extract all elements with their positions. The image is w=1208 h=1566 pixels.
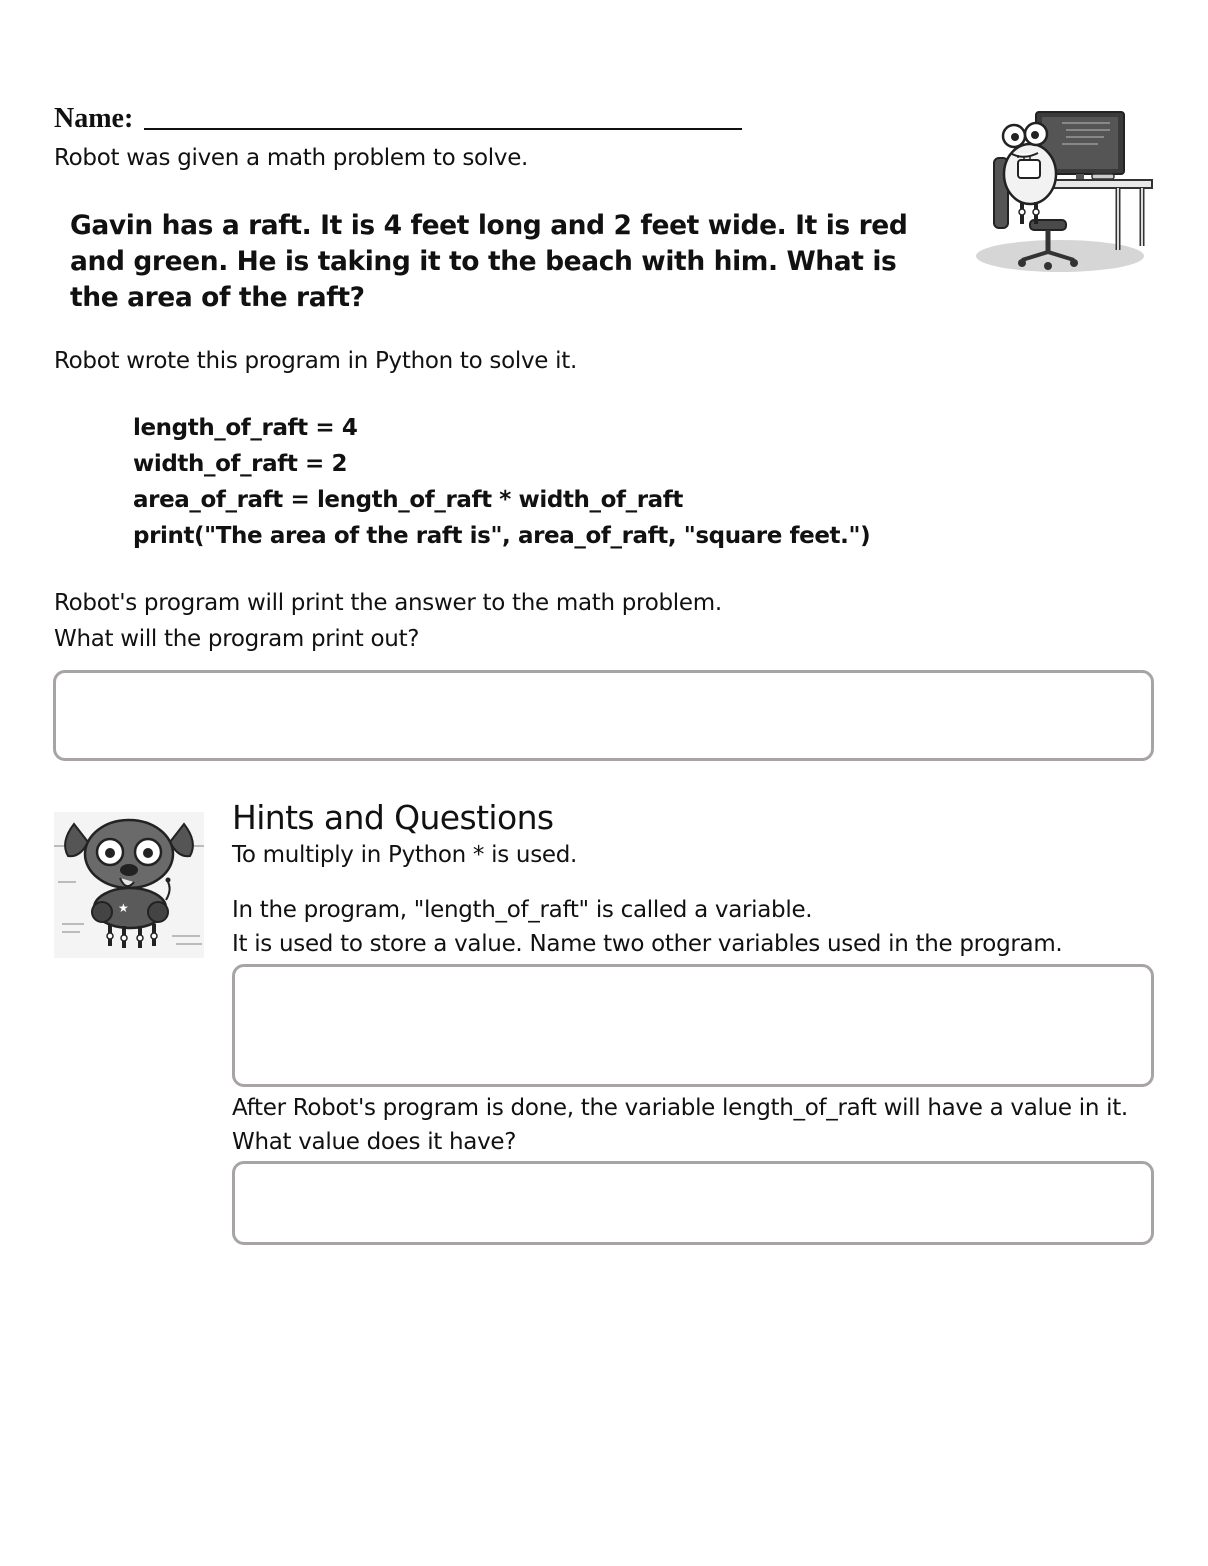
- value-question-line-1: After Robot's program is done, the variable length_of_raft will have a value in it.: [232, 1095, 1128, 1121]
- svg-text:★: ★: [118, 901, 129, 915]
- question-line-2: What will the program print out?: [54, 626, 420, 652]
- question-line-1: Robot's program will print the answer to the math problem.: [54, 590, 722, 616]
- robot-dog-icon: [54, 812, 204, 958]
- question-text: [54, 585, 722, 657]
- code-line: print("The area of the raft is", area_of_raft, "square feet."): [133, 523, 871, 549]
- name-field[interactable]: [144, 128, 742, 130]
- intro-text: Robot was given a math problem to solve.: [54, 145, 529, 171]
- value-question: [232, 1091, 1128, 1159]
- name-label: Name:: [54, 103, 134, 134]
- code-line: length_of_raft = 4: [133, 415, 358, 441]
- variable-question-line-1: In the program, "length_of_raft" is called a variable.: [232, 897, 813, 923]
- robot-at-computer-icon: [972, 108, 1156, 276]
- code-block: [133, 410, 870, 554]
- variable-question: [232, 893, 1062, 961]
- program-intro: Robot wrote this program in Python to solve it.: [54, 348, 577, 374]
- print-output-answer-box[interactable]: [53, 670, 1154, 761]
- code-line: width_of_raft = 2: [133, 451, 348, 477]
- variable-question-line-2: It is used to store a value. Name two other variables used in the program.: [232, 931, 1063, 957]
- code-line: area_of_raft = length_of_raft * width_of_raft: [133, 487, 683, 513]
- value-question-line-2: What value does it have?: [232, 1129, 517, 1155]
- word-problem: Gavin has a raft. It is 4 feet long and 2 feet wide. It is red and green. He is taking it to the beach with him. What is the area of the raft?: [70, 210, 908, 313]
- length-value-answer-box[interactable]: [232, 1161, 1154, 1245]
- hints-title: Hints and Questions: [232, 798, 554, 837]
- multiply-hint: To multiply in Python * is used.: [232, 842, 578, 868]
- variables-answer-box[interactable]: [232, 964, 1154, 1087]
